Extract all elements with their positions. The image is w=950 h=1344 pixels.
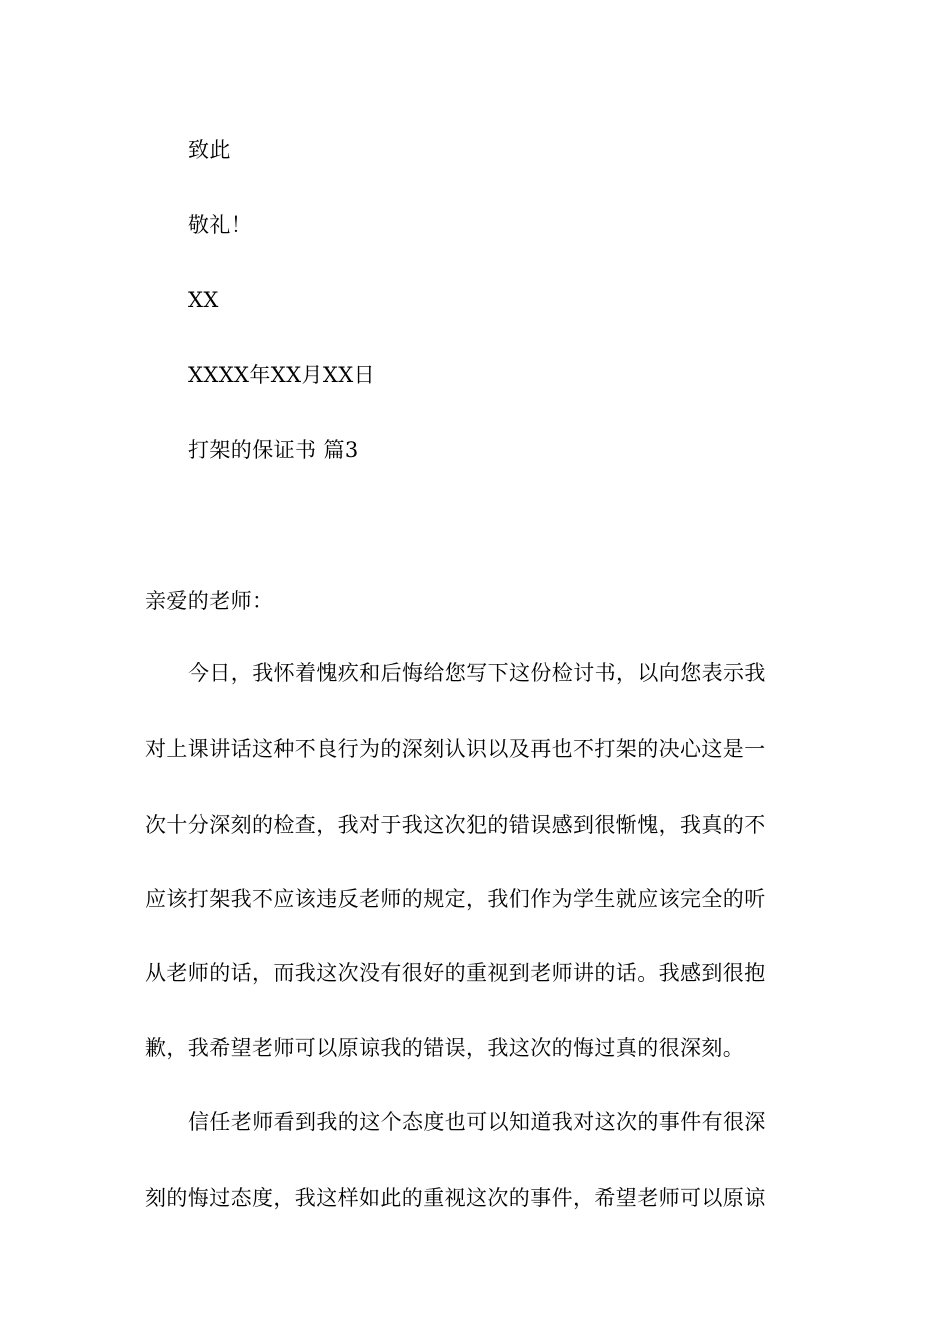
section-heading: 打架的保证书 篇3: [188, 438, 359, 462]
paragraph-1-line-3: 次十分深刻的检查，我对于我这次犯的错误感到很惭愧，我真的不: [145, 813, 766, 837]
paragraph-2-line-1: 信任老师看到我的这个态度也可以知道我对这次的事件有很深: [188, 1110, 766, 1134]
paragraph-1-line-2: 对上课讲话这种不良行为的深刻认识以及再也不打架的决心这是一: [145, 737, 766, 761]
paragraph-1-line-4: 应该打架我不应该违反老师的规定，我们作为学生就应该完全的听: [145, 887, 766, 911]
salutation: 亲爱的老师：: [145, 589, 274, 613]
date-line: XXXX年XX月XX日: [188, 363, 376, 387]
paragraph-2-line-2: 刻的悔过态度，我这样如此的重视这次的事件，希望老师可以原谅: [145, 1186, 766, 1210]
closing-line-1: 致此: [188, 138, 231, 162]
paragraph-1-line-5: 从老师的话，而我这次没有很好的重视到老师讲的话。我感到很抱: [145, 961, 766, 985]
closing-line-2: 敬礼！: [188, 213, 253, 237]
signature: XX: [188, 288, 219, 312]
paragraph-1-line-6: 歉，我希望老师可以原谅我的错误，我这次的悔过真的很深刻。: [145, 1036, 745, 1060]
paragraph-1-line-1: 今日，我怀着愧疚和后悔给您写下这份检讨书，以向您表示我: [188, 661, 766, 685]
